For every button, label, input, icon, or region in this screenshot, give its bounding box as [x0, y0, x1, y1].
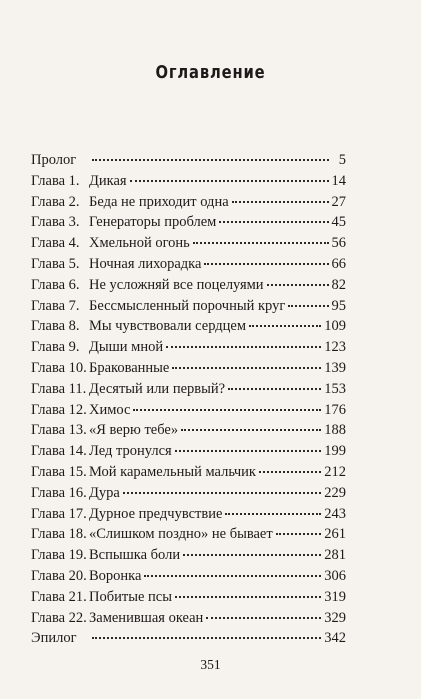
toc-entry-number: Глава 22.: [31, 609, 87, 626]
dot-leader: [276, 521, 322, 535]
toc-entry-page: 5: [338, 152, 346, 168]
toc-entry-number: Глава 14.: [31, 443, 87, 460]
toc-entry-title: «Я верю тебе»: [89, 422, 179, 439]
page-number: 351: [200, 657, 221, 672]
toc-entry-page: 199: [324, 443, 346, 460]
toc-entry-page: 123: [324, 339, 346, 356]
toc-entry: [31, 628, 346, 649]
toc-entry-number: Глава 6.: [31, 276, 80, 293]
toc-entry-number: Глава 17.: [31, 505, 87, 522]
toc-entry-number: Глава 18.: [31, 526, 87, 543]
toc-entry-title: Десятый или первый?: [89, 380, 226, 397]
toc-entry-number: Глава 8.: [31, 318, 80, 335]
toc-entry-number: Глава 19.: [31, 547, 87, 564]
toc-entry-number: Глава 4.: [31, 235, 80, 252]
toc-entry-title: Бракованные: [89, 359, 170, 376]
toc-entry-number: Глава 10.: [31, 359, 87, 376]
toc-entry-page: 95: [331, 297, 346, 314]
dot-leader: [92, 147, 329, 161]
toc-entry-page: 212: [324, 463, 346, 480]
dot-leader: [144, 563, 321, 577]
toc-entry-title: Вспышка боли: [89, 547, 181, 564]
toc-entry-number: Глава 2.: [31, 193, 80, 210]
table-of-contents: [31, 150, 346, 649]
dot-leader: [130, 168, 329, 182]
dot-leader: [267, 272, 329, 286]
dot-leader: [166, 334, 321, 348]
toc-entry-page: 329: [324, 609, 346, 626]
toc-entry-title: Хмельной огонь: [89, 235, 190, 252]
dot-leader: [133, 397, 321, 411]
toc-entry-number: Глава 1.: [31, 172, 80, 189]
toc-entry-page: 243: [324, 505, 346, 522]
toc-entry-title: Лед тронулся: [89, 443, 172, 460]
toc-entry-page: 342: [324, 630, 346, 647]
page-title: Оглавление: [155, 62, 266, 83]
toc-entry-page: 109: [324, 318, 346, 335]
toc-entry-title: Побитые псы: [89, 588, 172, 605]
dot-leader: [249, 313, 321, 327]
dot-leader: [228, 376, 321, 390]
toc-entry-number: Глава 11.: [31, 380, 87, 397]
toc-entry-page: 229: [324, 484, 346, 501]
dot-leader: [175, 584, 321, 598]
toc-entry-number: Глава 16.: [31, 484, 87, 501]
dot-leader: [232, 189, 329, 203]
toc-entry-page: 306: [324, 567, 346, 584]
dot-leader: [225, 501, 321, 515]
toc-entry-number: Глава 7.: [31, 297, 80, 314]
toc-entry-title: Не усложняй все поцелуями: [89, 276, 264, 293]
dot-leader: [259, 459, 321, 473]
toc-entry-title: Дыши мной: [89, 339, 164, 356]
toc-entry-title: Заменившая океан: [89, 609, 204, 626]
toc-entry-page: 153: [324, 380, 346, 397]
dot-leader: [123, 480, 321, 494]
toc-entry-number: Глава 5.: [31, 255, 80, 272]
toc-entry-page: 188: [324, 422, 346, 439]
toc-entry-title: Ночная лихорадка: [89, 255, 202, 272]
toc-entry-number: Глава 3.: [31, 214, 80, 231]
toc-entry-number: Пролог: [31, 152, 77, 168]
dot-leader: [288, 293, 328, 307]
toc-entry-title: «Слишком поздно» не бывает: [89, 526, 273, 543]
toc-entry-page: 176: [324, 401, 346, 418]
dot-leader: [193, 230, 329, 244]
toc-entry-page: 281: [324, 547, 346, 564]
dot-leader: [175, 438, 322, 452]
toc-entry-number: Глава 13.: [31, 422, 87, 439]
toc-entry-number: Глава 20.: [31, 567, 87, 584]
dot-leader: [92, 625, 321, 639]
toc-entry-title: Воронка: [89, 567, 142, 584]
toc-entry-title: Мой карамельный мальчик: [89, 463, 256, 480]
toc-entry-page: 261: [324, 526, 346, 543]
toc-entry-number: Глава 15.: [31, 463, 87, 480]
toc-entry-number: Глава 12.: [31, 401, 87, 418]
toc-entry-page: 82: [331, 276, 346, 293]
toc-entry-title: Беда не приходит одна: [89, 193, 229, 210]
toc-entry-number: Глава 9.: [31, 339, 80, 356]
toc-entry-page: 14: [331, 172, 346, 189]
toc-entry-title: Химос: [89, 401, 131, 418]
toc-entry-title: Дура: [89, 484, 120, 501]
toc-entry-number: Эпилог: [31, 630, 77, 647]
dot-leader: [183, 542, 321, 556]
dot-leader: [181, 417, 321, 431]
dot-leader: [204, 251, 328, 265]
toc-entry-title: Бессмысленный порочный круг: [89, 297, 286, 314]
toc-entry-page: 139: [324, 359, 346, 376]
toc-entry-title: Дикая: [89, 172, 127, 189]
toc-entry-title: Мы чувствовали сердцем: [89, 318, 247, 335]
toc-entry-page: 45: [331, 214, 346, 231]
toc-entry-page: 56: [331, 235, 346, 252]
toc-entry-page: 66: [331, 255, 346, 272]
toc-entry-title: Дурное предчувствие: [89, 505, 223, 522]
dot-leader: [219, 209, 328, 223]
toc-entry-number: Глава 21.: [31, 588, 87, 605]
toc-entry-page: 27: [331, 193, 346, 210]
toc-entry-page: 319: [324, 588, 346, 605]
toc-entry-title: Генераторы проблем: [89, 214, 217, 231]
dot-leader: [206, 605, 321, 619]
dot-leader: [172, 355, 321, 369]
